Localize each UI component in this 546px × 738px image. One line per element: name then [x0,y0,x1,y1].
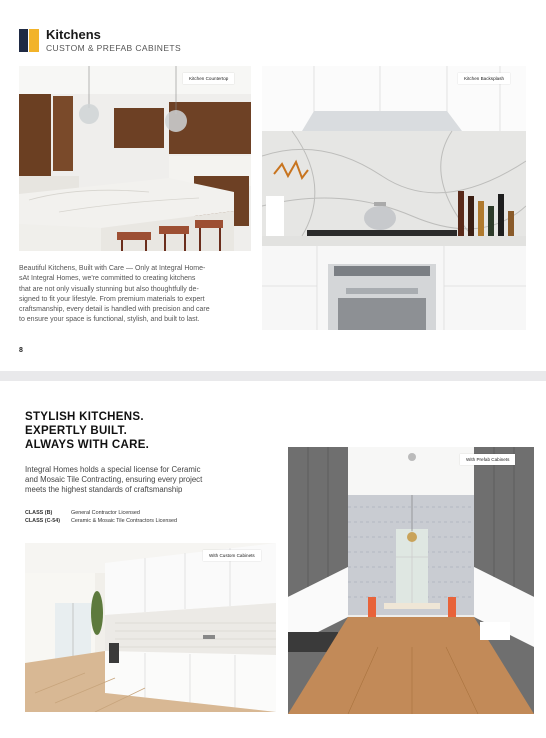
intro-line: that are not only visually stunning but also thoughtfully de- [19,285,199,293]
license-row [25,510,140,516]
backsplash-illustration [262,66,526,330]
photo-kitchen-countertop [19,66,251,251]
license-class: CLASS (B) [25,510,53,516]
license-intro-line: and Mosaic Tile Contracting, ensuring every project [25,475,203,484]
page-9 [0,381,546,738]
tag-kitchen-countertop: Kitchen Countertop [183,73,234,84]
prefab-cabinets-illustration [288,447,534,714]
license-intro [25,465,265,495]
intro-paragraph [19,264,254,326]
accent-navy-block [19,29,28,52]
section-title: Kitchens [46,27,101,42]
page-headline [25,410,149,452]
license-row [25,518,177,524]
page-number: 8 [19,347,23,354]
license-class: CLASS (C-54) [25,518,61,524]
tag-custom-cabinets: With Custom Cabinets [203,550,261,561]
intro-line: to ensure your space is functional, stylish, and built to last. [19,316,200,324]
intro-line: Beautiful Kitchens, Built with Care — Only at Integral Home- [19,265,206,272]
tag-kitchen-backsplash: Kitchen Backsplash [458,73,510,84]
headline-line: ALWAYS WITH CARE. [25,439,150,451]
intro-line: signed to fit your lifestyle. From premium materials to expert [19,295,205,303]
photo-custom-cabinets [25,543,276,712]
photo-kitchen-backsplash [262,66,526,330]
headline-line: STYLISH KITCHENS. [25,411,144,423]
custom-cabinets-illustration [25,543,276,712]
countertop-illustration [19,66,251,251]
section-subtitle: CUSTOM & PREFAB CABINETS [46,43,182,53]
license-intro-line: Integral Homes holds a special license for Ceramic [25,465,201,474]
accent-gold-block [29,29,39,52]
intro-line: sAt Integral Homes, we're committed to creating kitchens [19,275,196,283]
tag-prefab-cabinets: With Prefab Cabinets [460,454,515,465]
license-desc: General Contractor Licensed [71,510,140,516]
headline-line: EXPERTLY BUILT. [25,425,128,437]
license-intro-line: meets the highest standards of craftsmanship [25,485,183,494]
photo-prefab-cabinets [288,447,534,714]
brand-accent-bar [19,29,39,52]
intro-line: craftsmanship, every detail is handled with precision and care [19,306,210,314]
license-desc: Ceramic & Mosaic Tile Contractors Licensed [71,518,178,524]
